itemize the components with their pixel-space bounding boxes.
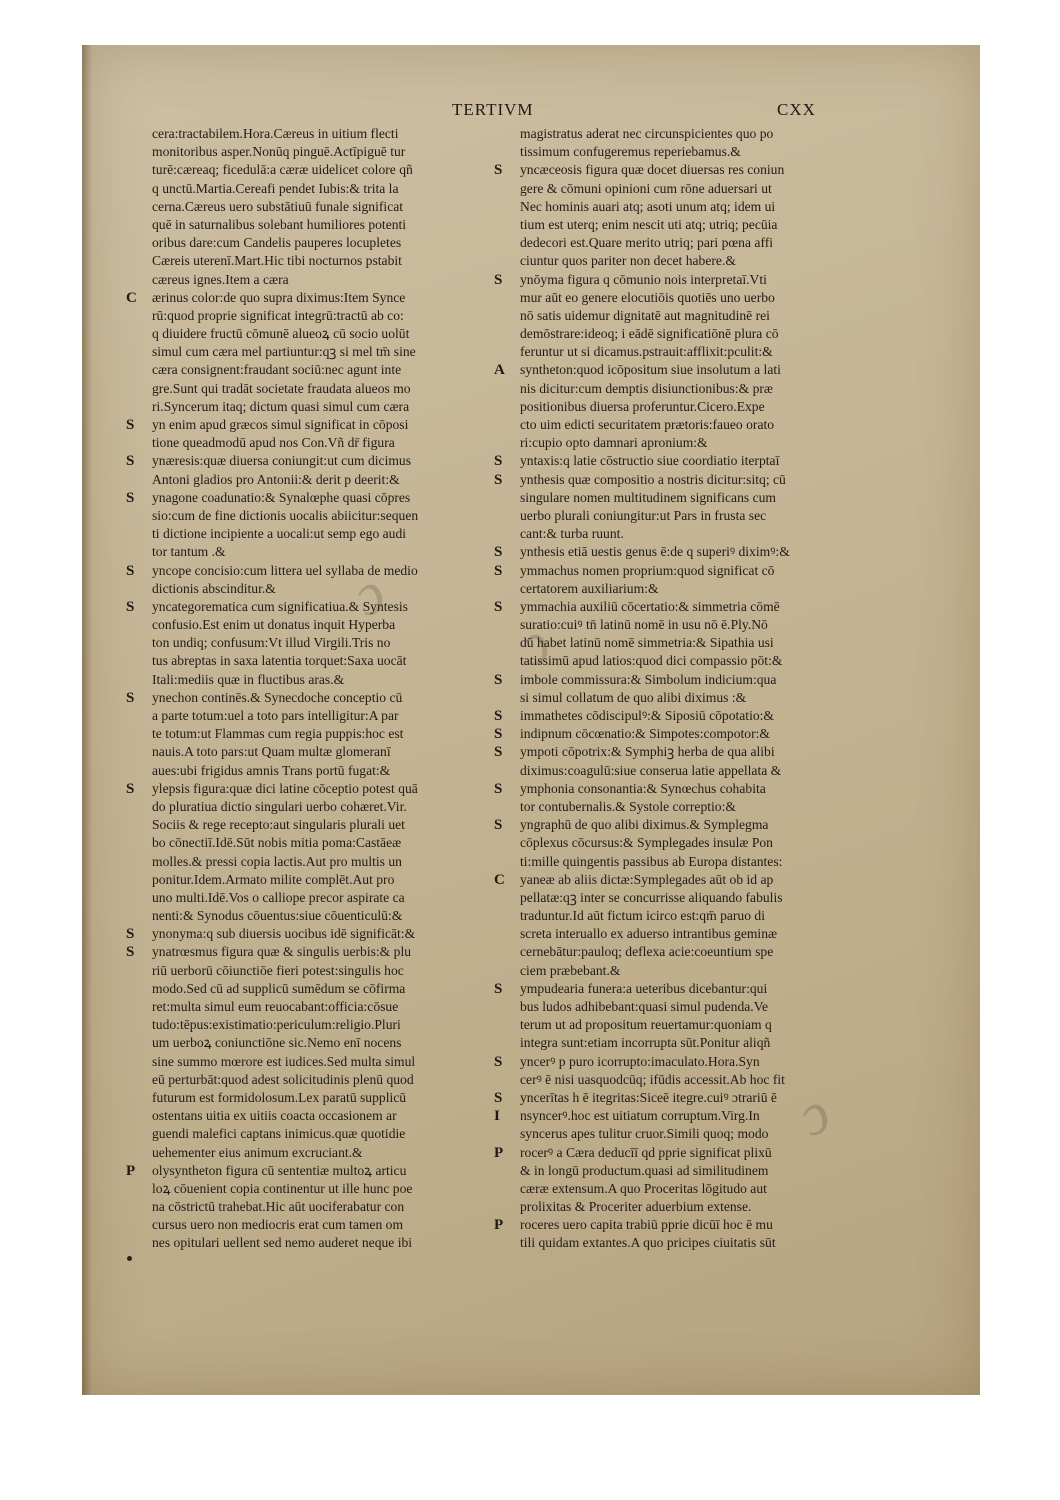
section-initial: S	[494, 980, 503, 997]
line-text: yncæceosis figura quæ docet diuersas res coniun	[520, 162, 785, 178]
section-initial: S	[494, 271, 503, 288]
text-line	[490, 434, 846, 452]
text-line	[122, 1198, 498, 1216]
line-text: dictionis abscinditur.&	[152, 580, 276, 596]
text-line	[122, 361, 498, 379]
line-text: rocerꝰ a Cæra deducīī qd pprie significat plixū	[520, 1144, 772, 1160]
text-line	[122, 580, 498, 598]
line-text: tor contubernalis.& Systole correptio:&	[520, 798, 736, 814]
text-line	[490, 398, 846, 416]
line-text: ynōyma figura q cōmunio nois interpretaī.Vti	[520, 271, 767, 287]
line-text: suratio:cuiꝰ tn̄ latinū nomē in usu nō ē.Ply.Nō	[520, 617, 768, 633]
text-line	[122, 380, 498, 398]
line-text: yn enim apud græcos simul significat in cōposi	[152, 417, 409, 432]
line-text: quē in saturnalibus solebant humiliores potenti	[152, 216, 407, 232]
line-text: guendi malefici captans inimicus.quæ quotidie	[152, 1126, 406, 1142]
line-text: imbole commissura:& Simbolum indicium:qua	[520, 671, 777, 687]
line-text: syncerus apes tulitur cruor.Simili quoq; modo	[520, 1126, 769, 1142]
text-line	[122, 671, 498, 689]
text-line	[490, 216, 846, 234]
text-line	[122, 507, 498, 525]
section-initial: S	[494, 708, 503, 724]
line-text: tili quidam extantes.A quo pricipes ciuitatis sūt	[520, 1235, 776, 1251]
text-line	[122, 343, 498, 361]
line-text: cerꝰ ē nisi uasquodcūq; ifūdis accessit.Ab hoc fit	[520, 1071, 785, 1087]
text-line	[490, 271, 846, 289]
text-line	[490, 507, 846, 525]
section-initial: C	[126, 289, 137, 306]
section-initial: I	[494, 1108, 500, 1125]
line-text: ynthesis etiā uestis genus ē:de q superiꝰ diximꝰ:&	[520, 544, 790, 560]
line-text: & in longū productum.quasi ad similitudinem	[520, 1162, 769, 1178]
section-initial: S	[494, 453, 503, 470]
text-line	[122, 452, 498, 470]
line-text: uehementer eius animum excruciant.&	[152, 1144, 363, 1160]
line-text: loꝝ cōuenient copia continentur ut ille hunc poe	[152, 1180, 413, 1196]
text-line	[122, 616, 498, 634]
text-line	[490, 143, 846, 161]
line-text: screta interuallo ex aduerso intrantibus geminæ	[520, 926, 778, 942]
text-line	[490, 780, 846, 798]
right-text-column	[490, 125, 846, 1253]
line-text: cæra consignent:fraudant sociū:nec agunt inte	[152, 362, 402, 378]
line-text: diximus:coagulū:siue conserua latie appellata &	[520, 762, 782, 778]
section-initial: S	[494, 598, 503, 615]
section-initial: S	[494, 671, 503, 688]
text-line	[122, 180, 498, 198]
line-text: rū:quod proprie significat integrū:tractū ab co:	[152, 307, 404, 323]
running-title: TERTIVM	[452, 100, 534, 119]
text-line	[490, 416, 846, 434]
text-line	[490, 998, 846, 1016]
text-line	[122, 762, 498, 780]
line-text: ynagone coadunatio:& Synalœphe quasi cōpres	[152, 489, 411, 505]
line-text: olysyntheton figura cū sententiæ multoꝝ articu	[152, 1162, 407, 1178]
text-line	[122, 543, 498, 561]
watermark: ↄ	[785, 1078, 841, 1150]
line-text: certatorem auxiliarium:&	[520, 580, 659, 596]
text-line	[122, 125, 498, 143]
text-line	[490, 707, 846, 725]
line-text: cōplexus cōcursus:& Symplegades insulæ Pon	[520, 835, 773, 851]
line-text: Nec hominis auari atq; asoti unum atq; idem ui	[520, 198, 776, 214]
line-text: oribus dare:cum Candelis pauperes locupletes	[152, 235, 402, 251]
line-text: monitoribus asper.Nonūq pinguē.Actīpiguē tur	[152, 144, 406, 160]
line-text: traduntur.Id aūt fictum icirco est:qm̄ paruo di	[520, 908, 765, 924]
line-text: yncerītas h ē itegritas:Siceē itegre.cuiꝰ ɔtrariū ē	[520, 1089, 777, 1105]
text-line	[122, 725, 498, 743]
text-line	[490, 1144, 846, 1162]
line-text: cant:& turba ruunt.	[520, 526, 624, 542]
section-initial: S	[126, 944, 135, 961]
text-line	[122, 562, 498, 580]
line-text: gere & cōmuni opinioni cum rōne aduersari ut	[520, 180, 772, 196]
line-text: ynechon continēs.& Synecdoche conceptio cū	[152, 689, 403, 705]
text-line	[490, 198, 846, 216]
text-line	[122, 307, 498, 325]
text-line	[122, 798, 498, 816]
line-text: tione queadmodū apud nos Con.Vñ dr̄ figura	[152, 435, 395, 451]
text-line	[122, 398, 498, 416]
folio-number: CXX	[777, 100, 816, 119]
text-line	[490, 652, 846, 670]
text-line	[122, 780, 498, 798]
line-text: syntheton:quod icōpositum siue insolutum a lati	[520, 362, 781, 378]
text-line	[122, 289, 498, 307]
text-line	[490, 1180, 846, 1198]
text-line	[122, 962, 498, 980]
section-initial: P	[494, 1217, 504, 1234]
text-line	[490, 853, 846, 871]
text-line	[122, 471, 498, 489]
line-text: tissimum confugeremus reperiebamus.&	[520, 144, 741, 160]
text-line	[122, 1162, 498, 1180]
line-text: ret:multa simul eum reuocabant:officia:cōsue	[152, 999, 399, 1014]
line-text: ympoti cōpotrix:& Symphiꝫ herba de qua alibi	[520, 744, 775, 760]
line-text: ostentans uitia ex uitiis coacta occasionem ar	[152, 1108, 397, 1124]
text-line	[490, 380, 846, 398]
text-line	[490, 1107, 846, 1125]
text-line	[122, 1053, 498, 1071]
text-line	[490, 689, 846, 707]
line-text: na cōstrictū trahebat.Hic aūt uociferabatur con	[152, 1199, 405, 1215]
line-text: nō satis uidemur dignitatē aut magnitudinē rei	[520, 307, 770, 323]
text-line	[490, 1198, 846, 1216]
line-text: turē:cæreaq; ficedulā:a cæræ uidelicet colore qñ	[152, 162, 413, 178]
text-line	[490, 925, 846, 943]
text-line	[490, 616, 846, 634]
text-line	[122, 161, 498, 179]
text-line	[490, 1234, 846, 1252]
line-text: mur aūt eo genere elocutiōis quotiēs uno uerbo	[520, 289, 775, 305]
text-line	[490, 289, 846, 307]
text-line	[122, 234, 498, 252]
text-line	[490, 816, 846, 834]
text-line	[490, 125, 846, 143]
text-line	[490, 1089, 846, 1107]
text-line	[122, 1016, 498, 1034]
line-text: pellatæ:qꝫ inter se concurrisse aliquando fabulis	[520, 889, 783, 905]
text-line	[490, 343, 846, 361]
line-text: indipnum cōcœnatio:& Simpotes:compotor:&	[520, 726, 770, 742]
line-text: magistratus aderat nec circunspicientes quo po	[520, 126, 774, 141]
line-text: terum ut ad propositum reuertamur:quoniam q	[520, 1017, 772, 1033]
line-text: ciem præbebant.&	[520, 962, 621, 978]
line-text: ymmachus nomen proprium:quod significat cō	[520, 562, 775, 578]
text-line	[122, 1180, 498, 1198]
text-line	[122, 816, 498, 834]
line-text: ri:cupio opto damnari apronium:&	[520, 435, 708, 451]
line-text: um uerboꝝ coniunctiōne sic.Nemo enī nocens	[152, 1035, 402, 1051]
section-initial: S	[494, 162, 503, 179]
text-line	[122, 834, 498, 852]
line-text: yngraphū de quo alibi diximus.& Symplegma	[520, 817, 769, 833]
text-line	[490, 489, 846, 507]
line-text: yncope concisio:cum littera uel syllaba de medio	[152, 562, 418, 578]
text-line	[122, 1071, 498, 1089]
line-text: roceres uero capita trabiū pprie dicūī hoc ē mu	[520, 1217, 773, 1233]
line-text: Antoni gladios pro Antonii:& derit p deerit:&	[152, 471, 400, 487]
text-line	[122, 216, 498, 234]
section-initial: S	[494, 726, 503, 743]
line-text: ton undiq; confusum:Vt illud Virgili.Tris no	[152, 635, 391, 651]
page-gutter-shadow	[82, 45, 92, 1395]
line-text: cerna.Cæreus uero substātiuū funale significat	[152, 198, 404, 214]
watermark: ↄ	[505, 608, 561, 680]
text-line	[490, 325, 846, 343]
text-line	[122, 998, 498, 1016]
line-text: si simul collatum de quo alibi diximus :&	[520, 689, 747, 705]
line-text: ymphonia consonantia:& Synœchus cohabita	[520, 780, 766, 796]
text-line	[122, 634, 498, 652]
line-text: ti:mille quingentis passibus ab Europa distantes:	[520, 853, 783, 869]
watermark: ↄ	[340, 558, 396, 630]
text-line	[122, 271, 498, 289]
text-line	[122, 598, 498, 616]
text-line	[490, 1071, 846, 1089]
text-line	[490, 525, 846, 543]
line-text: tor tantum .&	[152, 544, 226, 560]
text-line	[122, 743, 498, 761]
line-text: cæreus ignes.Item a cæra	[152, 271, 289, 287]
text-line	[122, 707, 498, 725]
text-line	[122, 652, 498, 670]
text-line	[122, 1216, 498, 1234]
section-initial: S	[494, 1053, 503, 1070]
left-text-column	[122, 125, 498, 1253]
line-text: uerbo plurali coniungitur:ut Pars in frusta sec	[520, 507, 767, 523]
text-line	[122, 1107, 498, 1125]
text-line	[122, 980, 498, 998]
line-text: do pluratiua dictio singulari uerbo cohæret.Vir.	[152, 798, 407, 814]
text-line	[122, 853, 498, 871]
text-line	[490, 743, 846, 761]
text-line	[490, 762, 846, 780]
line-text: modo.Sed cū ad supplicū sumēdum se cōfirma	[152, 980, 406, 996]
text-line	[490, 634, 846, 652]
text-line	[122, 943, 498, 961]
line-text: q diuidere fructū cōmunē alueoꝝ cū socio uolūt	[152, 326, 410, 342]
line-text: aues:ubi frigidus amnis Trans portū fugat:&	[152, 762, 391, 778]
text-line	[122, 252, 498, 270]
text-line	[490, 834, 846, 852]
line-text: ponitur.Idem.Armato milite complēt.Aut pro	[152, 871, 395, 887]
line-text: nauis.A toto pars:ut Quam multæ glomeranī	[152, 744, 391, 760]
text-line	[490, 234, 846, 252]
line-text: dedecori est.Quare merito utriq; pari pœna affi	[520, 235, 774, 251]
line-text: bo cōnectiī.Idē.Sūt nobis mitia poma:Castāeæ	[152, 835, 402, 851]
line-text: yaneæ ab aliis dictæ:Symplegades aūt ob id ap	[520, 871, 774, 887]
text-line	[122, 689, 498, 707]
line-text: dū habet latinū nomē simmetria:& Sipathia usi	[520, 635, 774, 651]
line-text: yntaxis:q latie cōstructio siue coordiatio iterptaī	[520, 453, 780, 469]
text-line	[490, 871, 846, 889]
line-text: tudo:tēpus:existimatio:periculum:religio.Pluri	[152, 1017, 401, 1033]
line-text: molles.& pressi copia lactis.Aut pro multis un	[152, 853, 402, 869]
text-line	[490, 598, 846, 616]
line-text: te totum:ut Flammas cum regia puppis:hoc est	[152, 726, 404, 742]
line-text: sine summo mœrore est iudices.Sed multa simul	[152, 1053, 416, 1069]
text-line	[122, 1089, 498, 1107]
section-initial: S	[494, 562, 503, 579]
text-line	[122, 525, 498, 543]
line-text: tium est uterq; enim nescit uti atq; utriq; pecūia	[520, 216, 778, 232]
line-text: sio:cum de fine dictionis uocalis abiicitur:sequen	[152, 507, 419, 523]
text-line	[490, 180, 846, 198]
line-text: riū uerborū cōiunctiōe fieri potest:singulis hoc	[152, 962, 404, 978]
section-initial: S	[126, 598, 135, 615]
line-text: ynæresis:quæ diuersa coniungit:ut cum dicimus	[152, 453, 412, 469]
section-initial: C	[494, 871, 505, 888]
text-line	[490, 1053, 846, 1071]
line-text: ympudearia funera:a ueteribus dicebantur:qui	[520, 980, 768, 996]
line-text: nes opitulari uellent sed nemo auderet neque ibi	[152, 1235, 413, 1251]
section-initial: S	[126, 780, 135, 797]
section-initial: S	[494, 471, 503, 488]
section-initial: S	[126, 926, 135, 943]
text-line	[490, 471, 846, 489]
line-text: nenti:& Synodus cōuentus:siue cōuenticulū:&	[152, 908, 403, 924]
line-text: tatissimū apud latios:quod dici compassio pōt:&	[520, 653, 783, 669]
line-text: feruntur ut si dicamus.pstrauit:afflixit:pculit:&	[520, 344, 773, 360]
text-line	[122, 198, 498, 216]
text-line	[122, 871, 498, 889]
line-text: Itali:mediis quæ in fluctibus aras.&	[152, 671, 345, 687]
line-text: yncategorematica cum significatiua.& Syntesis	[152, 598, 408, 614]
line-text: Sociis & rege recepto:aut singularis plurali uet	[152, 817, 405, 833]
section-initial: S	[494, 744, 503, 761]
text-line	[122, 907, 498, 925]
line-text: ymmachia auxiliū cōcertatio:& simmetria cōmē	[520, 598, 780, 614]
text-line	[122, 1234, 498, 1252]
line-text: q unctū.Martia.Cereafi pendet Iubis:& trita la	[152, 180, 399, 196]
line-text: eū perturbāt:quod adest solicitudinis plenū quod	[152, 1071, 414, 1087]
text-line	[490, 307, 846, 325]
section-initial: S	[126, 689, 135, 706]
line-text: a parte totum:uel a toto pars intelligitur:A par	[152, 708, 399, 723]
section-initial: S	[126, 562, 135, 579]
line-text: ynonyma:q sub diuersis uocibus idē significāt:&	[152, 926, 416, 942]
section-initial: S	[494, 817, 503, 834]
line-text: cto uim edicti securitatem prætoris:faueo orato	[520, 417, 775, 432]
text-line	[490, 907, 846, 925]
text-line	[490, 543, 846, 561]
text-line	[122, 489, 498, 507]
text-line	[490, 580, 846, 598]
line-text: confusio.Est enim ut donatus inquit Hyperba	[152, 617, 396, 633]
text-line	[490, 562, 846, 580]
text-line	[122, 416, 498, 434]
line-text: demōstrare:ideoq; i eādē significatiōnē plura cō	[520, 326, 779, 342]
section-initial: S	[126, 489, 135, 506]
text-line	[490, 1216, 846, 1234]
line-text: integra sunt:etiam incorrupta sūt.Ponitur aliqñ	[520, 1035, 771, 1051]
section-initial: S	[126, 417, 135, 433]
text-line	[490, 252, 846, 270]
text-line	[122, 1034, 498, 1052]
line-text: immathetes cōdiscipulꝰ:& Siposiū cōpotatio:&	[520, 708, 775, 723]
section-initial: P	[126, 1162, 136, 1179]
line-text: cursus uero non mediocris erat cum tamen om	[152, 1217, 404, 1233]
line-text: ynthesis quæ compositio a nostris dicitur:sitq; cū	[520, 471, 786, 487]
line-text: cera:tractabilem.Hora.Cæreus in uitium flecti	[152, 126, 399, 141]
text-line	[122, 889, 498, 907]
text-line	[490, 671, 846, 689]
line-text: ynatrœsmus figura quæ & singulis uerbis:& plu	[152, 944, 412, 960]
margin-dot	[127, 1256, 132, 1261]
text-line	[490, 452, 846, 470]
line-text: simul cum cæra mel partiuntur:qꝫ si mel tm̄ sine	[152, 344, 416, 360]
text-line	[122, 143, 498, 161]
line-text: ylepsis figura:quæ dici latine cōceptio potest quā	[152, 780, 418, 796]
line-text: bus ludos adhibebant:quasi simul pudenda.Ve	[520, 999, 769, 1014]
section-initial: S	[494, 544, 503, 561]
line-text: uno multi.Idē.Vos o calliope precor aspirate ca	[152, 889, 405, 905]
line-text: gre.Sunt qui tradāt societate fraudata alueos mo	[152, 380, 411, 396]
text-line	[490, 1016, 846, 1034]
line-text: singulare nomen multitudinem significans cum	[520, 489, 776, 505]
section-initial: A	[494, 362, 505, 379]
line-text: ti dictione incipiente a uocali:ut semp ego audi	[152, 526, 407, 542]
line-text: nsyncerꝰ.hoc est uitiatum corruptum.Virg.In	[520, 1108, 760, 1124]
text-line	[490, 889, 846, 907]
line-text: cernebātur:pauloq; deflexa acie:coeuntium spe	[520, 944, 774, 960]
section-initial: S	[494, 1089, 503, 1106]
text-line	[122, 325, 498, 343]
line-text: prolixitas & Proceriter aduerbium extense.	[520, 1199, 752, 1215]
text-line	[490, 943, 846, 961]
line-text: ærinus color:de quo supra diximus:Item Synce	[152, 289, 406, 305]
line-text: ri.Syncerum itaq; dictum quasi simul cum cæra	[152, 398, 410, 414]
text-line	[490, 725, 846, 743]
line-text: positionibus diuersa proferuntur.Cicero.Expe	[520, 398, 765, 414]
text-line	[490, 1162, 846, 1180]
line-text: yncerꝰ p puro icorrupto:imaculato.Hora.Syn	[520, 1053, 760, 1069]
text-line	[490, 1125, 846, 1143]
text-line	[122, 1144, 498, 1162]
line-text: ciuntur quos pariter non decet habere.&	[520, 253, 736, 269]
text-line	[122, 1125, 498, 1143]
text-line	[490, 161, 846, 179]
text-line	[122, 925, 498, 943]
line-text: Cæreis uterenī.Mart.Hic tibi nocturnos pstabit	[152, 253, 402, 269]
section-initial: S	[494, 780, 503, 797]
text-line	[122, 434, 498, 452]
line-text: futurum est formidolosum.Lex paratū supplicū	[152, 1089, 407, 1105]
section-initial: P	[494, 1144, 504, 1161]
text-line	[490, 962, 846, 980]
text-line	[490, 980, 846, 998]
line-text: tus abreptas in saxa latentia torquet:Saxa uocāt	[152, 653, 407, 669]
line-text: cæræ extensum.A quo Proceritas lōgitudo aut	[520, 1180, 767, 1196]
text-line	[490, 798, 846, 816]
text-line	[490, 1034, 846, 1052]
section-initial: S	[126, 453, 135, 470]
text-line	[490, 361, 846, 379]
line-text: nis dicitur:cum demptis disiunctionibus:& præ	[520, 380, 773, 396]
